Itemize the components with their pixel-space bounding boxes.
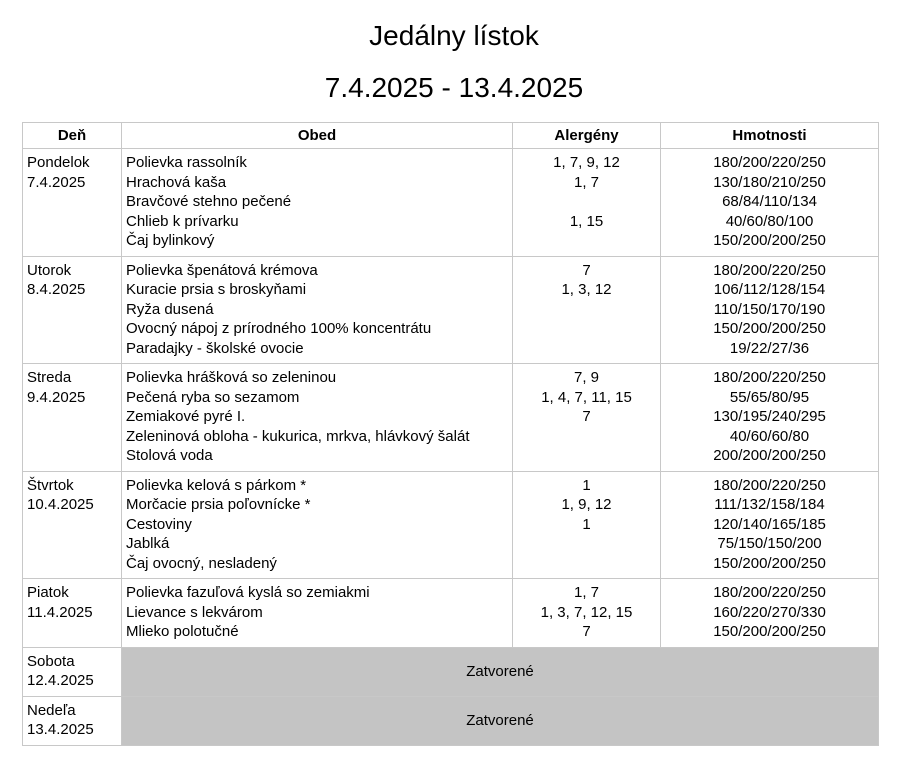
allergens-cell [513, 149, 661, 257]
allergen-item: 1 [582, 515, 591, 533]
weights-cell [661, 471, 879, 579]
table-header-row [23, 123, 879, 149]
weight-item: 180/200/220/250 [713, 369, 826, 386]
meal-item: Zemiakové pyré I. [126, 408, 246, 425]
day-cell [23, 696, 122, 745]
day-cell [23, 149, 122, 257]
weights-cell [661, 364, 879, 472]
table-row-closed [23, 696, 879, 745]
weight-item: 19/22/27/36 [729, 339, 810, 357]
day-name: Utorok [27, 261, 72, 279]
weights-cell [661, 256, 879, 364]
table-row [23, 256, 879, 364]
allergen-item: 7 [582, 623, 591, 640]
meal-cell [122, 149, 513, 257]
meal-cell [122, 256, 513, 364]
day-cell [23, 256, 122, 364]
meal-item: Kuracie prsia s broskyňami [126, 281, 307, 298]
day-date: 13.4.2025 [27, 721, 94, 738]
meal-item: Ovocný nápoj z prírodného 100% koncentrátu [126, 320, 432, 337]
meal-item: Morčacie prsia poľovnícke * [126, 496, 311, 513]
day-date: 12.4.2025 [27, 672, 94, 689]
meal-item: Jablká [126, 535, 170, 552]
meal-item: Polievka kelová s párkom * [126, 476, 307, 494]
day-name: Štvrtok [27, 476, 74, 494]
weight-item: 150/200/200/250 [713, 623, 826, 640]
weight-item: 150/200/200/250 [713, 320, 826, 337]
allergen-item [517, 427, 656, 447]
meal-item: Polievka fazuľová kyslá so zemiakmi [126, 584, 370, 601]
meal-item: Ryža dusená [126, 300, 214, 318]
day-cell [23, 579, 122, 648]
meal-item: Mlieko polotučné [126, 623, 239, 640]
weights-cell [661, 149, 879, 257]
allergen-item: 1, 15 [569, 212, 604, 230]
meal-item: Chlieb k prívarku [126, 212, 239, 230]
weight-item: 180/200/220/250 [713, 476, 826, 494]
meal-item: Polievka špenátová krémova [126, 261, 318, 279]
allergen-item: 1, 7, 9, 12 [553, 154, 620, 171]
weight-item: 111/132/158/184 [714, 496, 825, 513]
meal-cell [122, 364, 513, 472]
closed-status: Zatvorené [122, 696, 879, 745]
allergen-item [517, 339, 656, 359]
meal-item: Polievka hrášková so zeleninou [126, 369, 337, 386]
meal-item: Bravčové stehno pečené [126, 193, 292, 210]
allergen-item: 1, 4, 7, 11, 15 [541, 388, 632, 406]
weight-item: 180/200/220/250 [713, 584, 826, 601]
day-name: Piatok [27, 584, 69, 601]
menu-table [22, 122, 879, 746]
allergen-item [517, 319, 656, 339]
meal-item: Hrachová kaša [126, 173, 227, 191]
header-weights: Hmotnosti [661, 123, 879, 149]
page-title: Jedálny lístok [369, 20, 539, 51]
weight-item: 55/65/80/95 [729, 388, 810, 406]
day-name: Pondelok [27, 154, 90, 171]
table-row-closed [23, 647, 879, 696]
allergen-item: 1, 7 [573, 584, 600, 601]
header-lunch: Obed [122, 123, 513, 149]
weight-item: 40/60/80/100 [725, 212, 814, 230]
weight-item: 110/150/170/190 [713, 300, 826, 318]
table-row [23, 364, 879, 472]
day-name: Sobota [27, 652, 75, 670]
day-cell [23, 471, 122, 579]
date-range: 7.4.2025 - 13.4.2025 [324, 72, 584, 103]
meal-item: Pečená ryba so sezamom [126, 388, 300, 406]
weight-item: 106/112/128/154 [713, 281, 826, 298]
table-row [23, 471, 879, 579]
meal-item: Čaj ovocný, nesladený [126, 554, 277, 572]
menu-body [23, 149, 879, 746]
day-date: 9.4.2025 [27, 388, 86, 406]
closed-status: Zatvorené [122, 647, 879, 696]
weight-item: 40/60/60/80 [729, 427, 810, 445]
table-row [23, 149, 879, 257]
weights-cell [661, 579, 879, 648]
header-day: Deň [23, 123, 122, 149]
allergen-item [517, 446, 656, 466]
weight-item: 130/195/240/295 [713, 408, 826, 425]
weight-item: 120/140/165/185 [713, 515, 826, 533]
allergen-item: 1, 7 [573, 173, 600, 191]
allergen-item [517, 231, 656, 251]
meal-item: Čaj bylinkový [126, 232, 215, 249]
day-date: 8.4.2025 [27, 281, 86, 298]
meal-item: Zeleninová obloha - kukurica, mrkva, hlávkový šalát [126, 427, 470, 445]
meal-cell [122, 471, 513, 579]
weight-item: 200/200/200/250 [713, 447, 826, 464]
meal-item: Cestoviny [126, 515, 192, 533]
allergen-item [517, 300, 656, 320]
weight-item: 75/150/150/200 [717, 535, 822, 552]
allergen-item: 7, 9 [573, 369, 600, 386]
day-date: 7.4.2025 [27, 173, 86, 191]
day-name: Nedeľa [27, 701, 76, 719]
weight-item: 150/200/200/250 [713, 554, 826, 572]
day-cell [23, 647, 122, 696]
allergen-item [517, 192, 656, 212]
weight-item: 130/180/210/250 [713, 173, 826, 191]
allergen-item [517, 554, 656, 574]
allergens-cell [513, 364, 661, 472]
allergens-cell [513, 471, 661, 579]
day-cell [23, 364, 122, 472]
meal-item: Paradajky - školské ovocie [126, 339, 304, 357]
allergen-item: 1, 3, 12 [561, 281, 612, 298]
allergen-item: 7 [582, 261, 591, 279]
allergen-item: 1 [582, 476, 591, 494]
meal-item: Stolová voda [126, 447, 213, 464]
allergens-cell [513, 256, 661, 364]
day-date: 11.4.2025 [27, 603, 93, 621]
allergen-item: 7 [582, 408, 591, 425]
weight-item: 180/200/220/250 [713, 154, 826, 171]
table-row [23, 579, 879, 648]
weight-item: 180/200/220/250 [713, 261, 826, 279]
day-date: 10.4.2025 [27, 496, 94, 513]
header-allergens: Alergény [513, 123, 661, 149]
meal-item: Polievka rassolník [126, 154, 247, 171]
allergen-item: 1, 9, 12 [561, 496, 612, 513]
allergens-cell [513, 579, 661, 648]
weight-item: 150/200/200/250 [713, 232, 826, 249]
day-name: Streda [27, 369, 72, 386]
allergen-item: 1, 3, 7, 12, 15 [540, 603, 633, 621]
allergen-item [517, 534, 656, 554]
weight-item: 68/84/110/134 [722, 193, 817, 210]
weight-item: 160/220/270/330 [713, 603, 826, 621]
meal-item: Lievance s lekvárom [126, 603, 263, 621]
meal-cell [122, 579, 513, 648]
